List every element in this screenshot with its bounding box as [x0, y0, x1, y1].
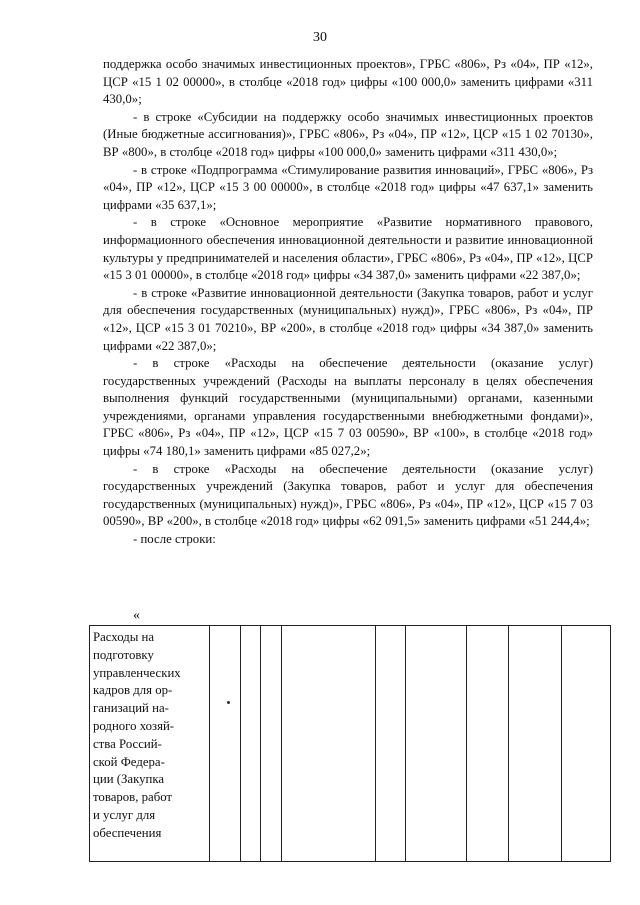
name-line: товаров, работ [93, 790, 173, 805]
paragraph: - в строке «Субсидии на поддержку особо значимых инвестиционных проектов (Иные бюджетные ассигнования)», ГРБС «806», Рз «04», ПР «12», ЦСР «15 1 02 70130», ВР «800», в столбце «2018 год» цифры «100 000,0» заменить цифрами «311 430,0»; [103, 109, 593, 159]
paragraph: поддержка особо значимых инвестиционных проектов», ГРБС «806», Рз «04», ПР «12», ЦСР «15 1 02 00000», в столбце «2018 год» цифры «100 000,0» заменить цифрами «311 430,0»; [103, 57, 593, 107]
paragraph: - в строке «Подпрограмма «Стимулирование развития инноваций», ГРБС «806», Рз «04», ПР «12», ЦСР «15 3 00 00000», в столбце «2018 год» цифры «47 637,1» заменить цифрами «35 637,1»; [103, 162, 593, 212]
document-body [103, 56, 593, 549]
name-line: ганизаций на- [93, 701, 169, 716]
table-cell-2020 [562, 626, 611, 862]
name-line: управленческих [93, 665, 181, 680]
budget-table [89, 625, 611, 862]
table-cell-2019 [509, 626, 562, 862]
name-line: ции (Закупка [93, 772, 165, 787]
table-cell-vr [376, 626, 406, 862]
name-line: обеспечения [93, 825, 162, 840]
paragraph: - в строке «Расходы на обеспечение деятельности (оказание услуг) государственных учреждений (Расходы на выплаты персоналу в целях обеспечения выполнения функций государственными (муниципальными) органами, казенными учреждениями, органами управления государственными внебюджетными фондами)», ГРБС «806», Рз «04», ПР «12», ЦСР «15 7 03 00590», ВР «100», в столбце «2018 год» цифры «74 180,1» заменить цифрами «85 027,2»; [103, 356, 593, 459]
table-cell-grbs [210, 626, 241, 862]
table-row [90, 626, 611, 862]
table-cell-name [90, 626, 210, 862]
table-cell-2018 [467, 626, 509, 862]
table-cell-rz [241, 626, 261, 862]
page-number: 30 [313, 30, 327, 45]
paragraph: - в строке «Развитие инновационной деятельности (Закупка товаров, работ и услуг для обеспечения государственных (муниципальных) нужд)», ГРБС «806», Рз «04», ПР «12», ЦСР «15 3 01 70210», ВР «200», в столбце «2018 год» цифры «34 387,0» заменить цифрами «22 387,0»; [103, 285, 593, 353]
name-line: Расходы на [93, 630, 155, 644]
name-line: родного хозяй- [93, 718, 175, 733]
ink-dot [227, 701, 230, 704]
name-line: и услуг для [93, 807, 156, 822]
paragraph: - в строке «Основное мероприятие «Развитие нормативного правового, информационного обеспечения инновационной деятельности и развитие инновационной культуры у предпринимателей и населения области», ГРБС «806», Рз «04», ПР «12», ЦСР «15 3 01 00000», в столбце «2018 год» цифры «34 387,0» заменить цифрами «22 387,0»; [103, 215, 593, 283]
paragraph: - в строке «Расходы на обеспечение деятельности (оказание услуг) государственных учреждений (Закупка товаров, работ и услуг для обеспечения государственных (муниципальных) нужд)», ГРБС «806», Рз «04», ПР «12», ЦСР «15 7 03 00590», ВР «200», в столбце «2018 год» цифры «62 091,5» заменить цифрами «51 244,4»; [103, 461, 593, 529]
table-cell-pr [261, 626, 282, 862]
table-cell-csr [282, 626, 376, 862]
name-line: ской Федера- [93, 754, 165, 769]
after-line-text: - после строки: [133, 532, 216, 547]
name-line: ства Россий- [93, 736, 162, 751]
name-line: кадров для ор- [93, 683, 173, 698]
opening-quote: « [133, 608, 140, 623]
table-cell-2017 [406, 626, 467, 862]
name-line: подготовку [93, 647, 154, 662]
